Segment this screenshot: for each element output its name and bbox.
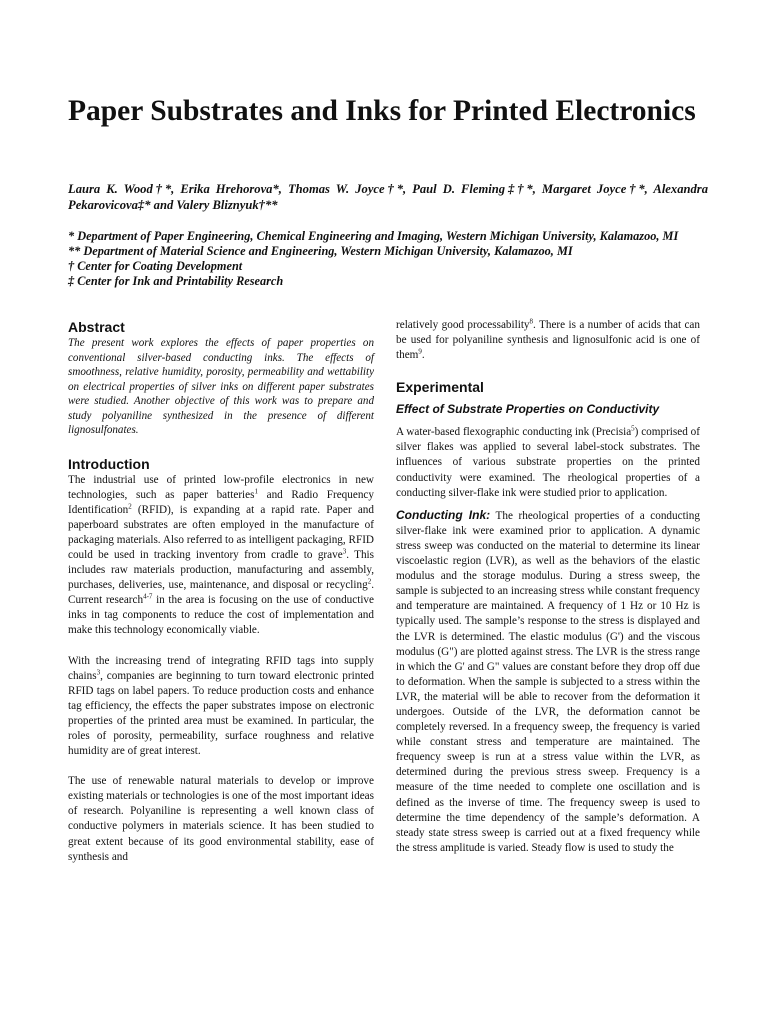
intro-continuation: relatively good processability$^8$. There is a number of acids that can be used for polyaniline synthesis and lignosulfonic acid is one of them$^9$. — [396, 317, 700, 362]
citation: 2 — [128, 501, 132, 510]
experimental-heading: Experimental — [396, 379, 484, 396]
intro-paragraph-3: The use of renewable natural materials to develop or improve existing materials or technologies is one of the most important ideas of research. Polyaniline is representing a well known class of conductive polymers in materials science. It has been studied to great extent because of its good environmental stability, ease of synthesis and — [68, 775, 374, 863]
intro-paragraph-2: With the increasing trend of integrating RFID tags into supply chains$^3$, companies are beginning to turn toward electronic printed RFID tags on label papers. To reduce production costs and enhance tag efficiency, the effects the paper substrates impose on electronic properties of the printed area must be examined. In particular, the roles of porosity, permeability, surface roughness and relative humidity are of great interest. — [68, 654, 374, 758]
affiliation-4: ‡ Center for Ink and Printability Research — [68, 274, 284, 288]
author-list: Laura K. Wood†*, Erika Hrehorova*, Thomas W. Joyce†*, Paul D. Fleming‡†*, Margaret Joyce†*, Alexandra Pekarovicova‡* and Valery Bliznyuk†** — [68, 182, 708, 212]
conducting-ink-paragraph: Conducting Ink: The rheological properties of a conducting silver-flake ink were examined prior to application. A dynamic stress sweep was conducted on the material to determine its linear viscoelastic region (LVR), as well as the behaviors of the elastic modulus and the storage modulus. During a stress sweep, the sample is subjected to an increasing stress while constant frequency and temperature are maintained. A frequency of 1 Hz or 10 Hz is typically used. The sample’s response to the stress is displayed and the LVR is determined. The elastic modulus (G') and the viscous modulus (G") are plotted against stress. The LVR is the stress range in which the G' and G" values are constant before they drop off due to deformation. When the sample is subjected to a stress within the LVR, the material will be able to recover from the deformation it undergoes. Outside of the LVR, the deformation cannot be completely reversed. In a frequency sweep, the frequency is varied while constant stress and temperature are maintained. The frequency sweep is run at a stress value within the LVR, as determined during the previous stress sweep. Frequency is a measure of the time needed to complete one oscillation and is defined as the inverse of time. The frequency sweep is used to determine the time dependency of the sample’s deformation. A steady state stress sweep is carried out at a fixed frequency while the stress amplitude is varied. Steady flow is used to study the — [396, 507, 700, 854]
introduction-heading: Introduction — [68, 455, 150, 472]
experimental-paragraph-1: A water-based flexographic conducting ink (Precisia$^5$) comprised of silver flakes was applied to several label-stock substrates. The influences of various substrate properties on the printed conductivity were examined. The rheological properties of a conducting silver-flake ink were studied prior to application. — [396, 424, 700, 499]
affiliation-1: * Department of Paper Engineering, Chemical Engineering and Imaging, Western Michigan University, Kalamazoo, MI — [68, 229, 679, 243]
citation: 8 — [529, 317, 534, 326]
affiliations — [68, 229, 708, 289]
right-column — [396, 318, 700, 856]
citation: 5 — [631, 424, 635, 433]
conducting-ink-runin-heading: Conducting Ink: — [396, 507, 491, 522]
abstract-text: The present work explores the effects of paper properties on conventional silver-based conducting inks. The effects of smoothness, relative humidity, porosity, permeability and wettability on electrical properties of silver inks on different paper substrates were studied. Another objective of this work was to prepare and study polyaniline synthesized in the presence of different lignosulfonates. — [68, 337, 374, 436]
intro-paragraph-1: The industrial use of printed low-profile electronics in new technologies, such as paper batteries$^1$ and Radio Frequency Identification$^2$ (RFID), is expanding at a rapid rate. Paper and paperboard substrates are often employed in the manufacture of packaging materials. Also referred to as intelligent packaging, RFID could be used in tracking inventory from cradle to grave$^3$. This includes raw materials production, manufacturing and assembly, purchases, deliveries, use, maintenance, and disposal or recycling$^2$. Current research$^{4-7}$ in the area is focusing on the use of conductive inks in tag components to reduce the cost of implementation and make this technology economically viable. — [68, 473, 374, 637]
citation: 1 — [254, 486, 258, 495]
left-column — [68, 318, 374, 865]
citation: 9 — [418, 347, 422, 356]
citation: 3 — [96, 667, 101, 676]
paper-title: Paper Substrates and Inks for Printed Electronics — [68, 95, 696, 127]
affiliation-3: † Center for Coating Development — [68, 259, 243, 273]
affiliation-2: ** Department of Material Science and Engineering, Western Michigan University, Kalamazoo, MI — [68, 244, 573, 258]
citation: 4-7 — [143, 592, 153, 601]
citation: 3 — [342, 547, 347, 556]
citation: 2 — [367, 577, 372, 586]
experimental-subheading: Effect of Substrate Properties on Conductivity — [396, 402, 660, 417]
abstract-heading: Abstract — [68, 319, 125, 335]
